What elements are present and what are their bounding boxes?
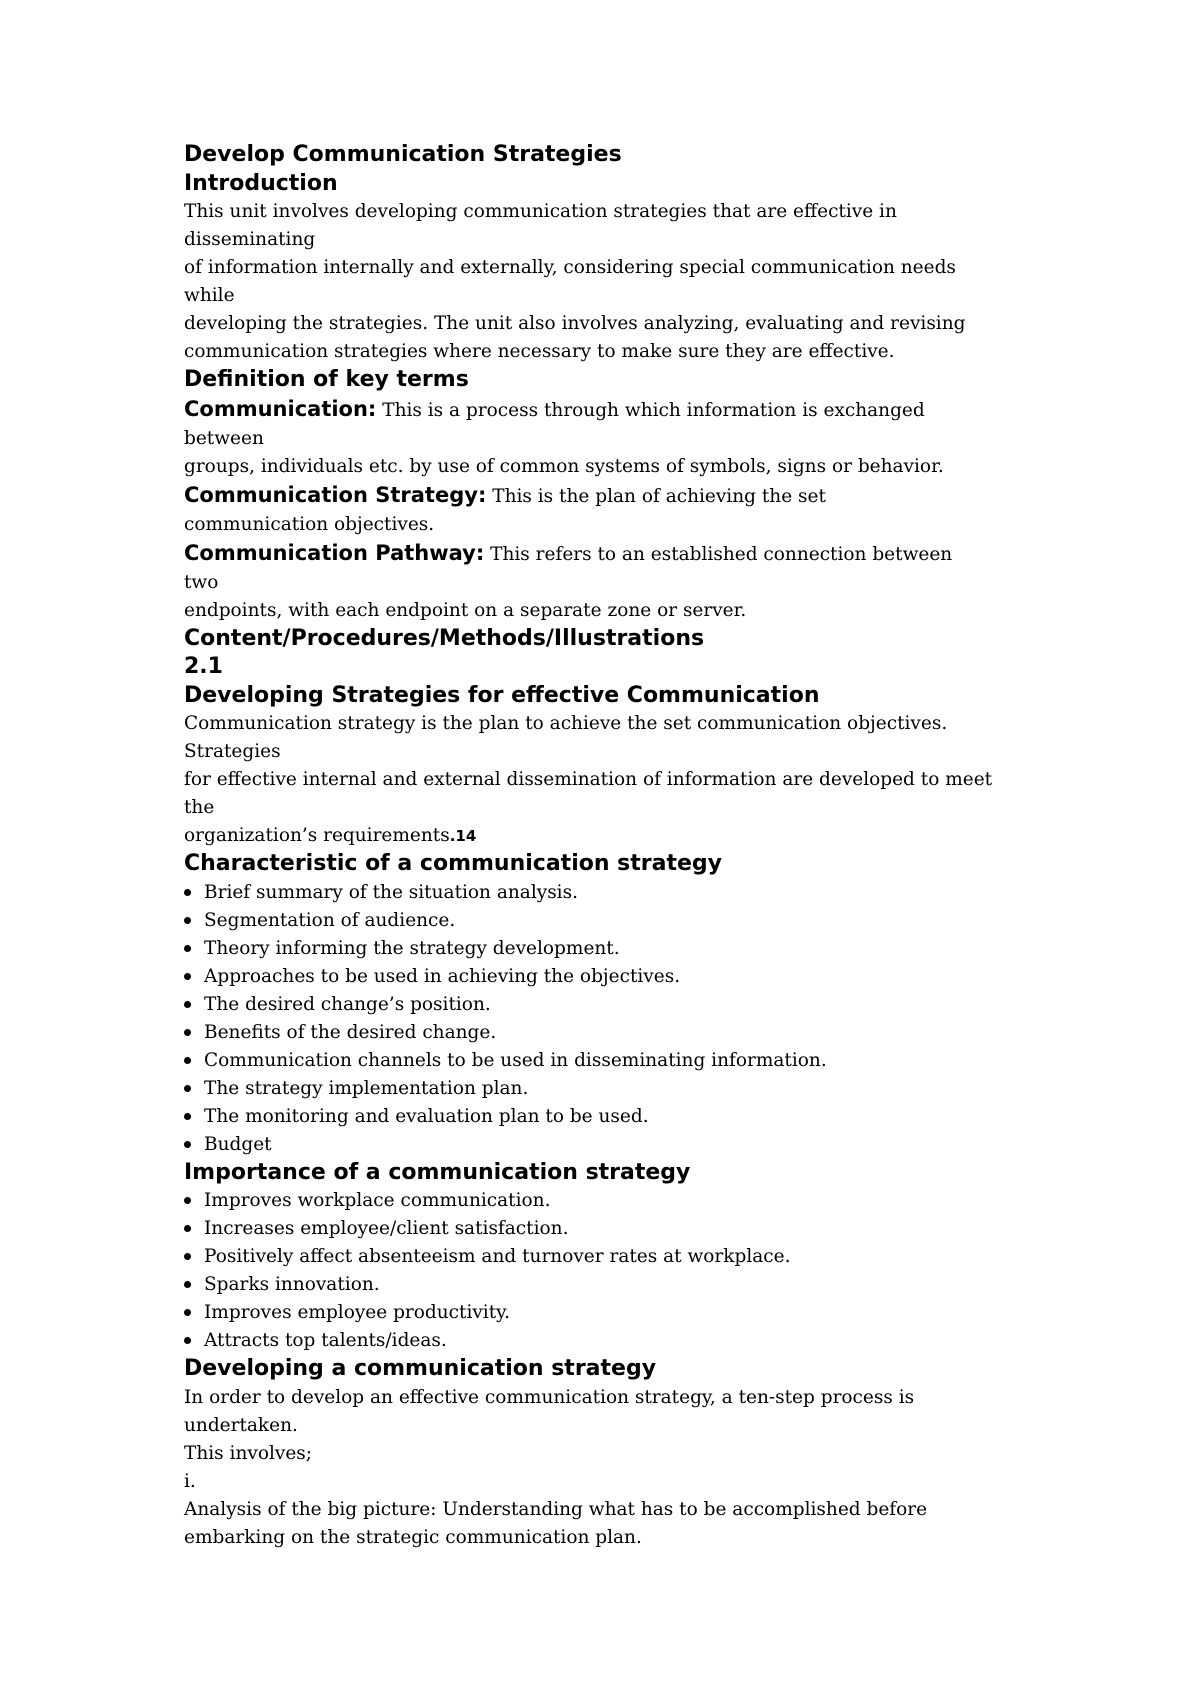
bullet-icon xyxy=(184,1197,191,1204)
list-item-text: Sparks innovation. xyxy=(204,1274,380,1295)
developing-line: Analysis of the big picture: Understanding what has to be accomplished before xyxy=(184,1498,928,1520)
list-item xyxy=(184,1047,1044,1075)
content-line: Communication strategy is the plan to achieve the set communication objectives. xyxy=(184,713,948,734)
bullet-icon xyxy=(184,1029,191,1036)
list-item-text: Communication channels to be used in disseminating information. xyxy=(204,1049,827,1071)
list-item-text: Segmentation of audience. xyxy=(204,909,456,931)
list-item xyxy=(184,1271,1044,1299)
definition-text: This refers to an established connection between xyxy=(484,543,953,565)
definition-text: between xyxy=(184,427,264,449)
list-item xyxy=(184,1019,1044,1047)
list-item xyxy=(184,1299,1044,1327)
heading-introduction: Introduction xyxy=(184,170,338,196)
list-item xyxy=(184,1187,1044,1215)
heading-developing-strategies: Developing Strategies for effective Communication xyxy=(184,682,820,708)
bullet-icon xyxy=(184,1085,191,1092)
list-item xyxy=(184,991,1044,1019)
list-item-text: The strategy implementation plan. xyxy=(204,1077,529,1099)
characteristics-list xyxy=(184,879,1044,1159)
bullet-icon xyxy=(184,1225,191,1232)
list-item xyxy=(184,907,1044,935)
list-item-text: Improves employee productivity. xyxy=(204,1302,511,1323)
term-communication: Communication: xyxy=(184,396,377,421)
list-item xyxy=(184,1131,1044,1159)
step-number: i. xyxy=(184,1470,196,1492)
definition-strategy xyxy=(184,481,1044,511)
definition-text: two xyxy=(184,571,219,593)
bullet-icon xyxy=(184,1057,191,1064)
list-item xyxy=(184,1215,1044,1243)
page-reference: .14 xyxy=(449,827,477,845)
list-item-text: Attracts top talents/ideas. xyxy=(204,1330,447,1351)
bullet-icon xyxy=(184,1337,191,1344)
document-title: Develop Communication Strategies xyxy=(184,142,622,167)
list-item xyxy=(184,1103,1044,1131)
definition-communication xyxy=(184,395,1044,425)
list-item-text: Brief summary of the situation analysis. xyxy=(204,881,578,903)
definition-text: communication objectives. xyxy=(184,513,435,535)
list-item-text: The desired change’s position. xyxy=(204,993,491,1015)
intro-line: developing the strategies. The unit also involves analyzing, evaluating and revising xyxy=(184,313,966,334)
intro-line: disseminating xyxy=(184,229,316,250)
content-line: Strategies xyxy=(184,741,281,762)
list-item xyxy=(184,1075,1044,1103)
term-communication-strategy: Communication Strategy: xyxy=(184,482,487,507)
list-item-text: Benefits of the desired change. xyxy=(204,1021,497,1043)
bullet-icon xyxy=(184,945,191,952)
definition-pathway xyxy=(184,539,1044,569)
content-line xyxy=(184,822,1044,850)
list-item-text: Positively affect absenteeism and turnover rates at workplace. xyxy=(204,1246,791,1267)
list-item-text: Budget xyxy=(204,1133,272,1155)
list-item xyxy=(184,1327,1044,1355)
heading-characteristics: Characteristic of a communication strategy xyxy=(184,851,723,876)
document-page xyxy=(184,141,1044,1552)
list-item xyxy=(184,935,1044,963)
definition-text: This is a process through which information is exchanged xyxy=(376,399,925,421)
definition-text: This is the plan of achieving the set xyxy=(486,485,826,507)
list-item-text: The monitoring and evaluation plan to be used. xyxy=(204,1105,649,1127)
term-communication-pathway: Communication Pathway: xyxy=(184,540,485,565)
intro-line: of information internally and externally, considering special communication needs xyxy=(184,257,956,278)
content-line: the xyxy=(184,797,215,818)
bullet-icon xyxy=(184,1001,191,1008)
heading-definitions: Definition of key terms xyxy=(184,367,469,392)
bullet-icon xyxy=(184,1141,191,1148)
list-item xyxy=(184,879,1044,907)
bullet-icon xyxy=(184,1253,191,1260)
heading-content: Content/Procedures/Methods/Illustrations xyxy=(184,625,705,651)
list-item xyxy=(184,963,1044,991)
definition-text: groups, individuals etc. by use of common systems of symbols, signs or behavior. xyxy=(184,455,944,477)
list-item-text: Approaches to be used in achieving the objectives. xyxy=(204,965,681,987)
bullet-icon xyxy=(184,917,191,924)
section-number: 2.1 xyxy=(184,654,223,679)
developing-line: undertaken. xyxy=(184,1414,298,1436)
developing-line: embarking on the strategic communication plan. xyxy=(184,1526,642,1548)
content-text: organization’s requirements xyxy=(184,825,450,846)
list-item-text: Increases employee/client satisfaction. xyxy=(204,1218,569,1239)
bullet-icon xyxy=(184,973,191,980)
developing-line: This involves; xyxy=(184,1442,313,1464)
importance-list xyxy=(184,1187,1044,1355)
bullet-icon xyxy=(184,889,191,896)
bullet-icon xyxy=(184,1281,191,1288)
intro-line: communication strategies where necessary to make sure they are effective. xyxy=(184,341,895,362)
developing-line: In order to develop an effective communication strategy, a ten-step process is xyxy=(184,1386,915,1408)
intro-line: This unit involves developing communication strategies that are effective in xyxy=(184,201,897,222)
list-item-text: Theory informing the strategy development. xyxy=(204,937,620,959)
list-item-text: Improves workplace communication. xyxy=(204,1190,551,1211)
content-line: for effective internal and external dissemination of information are developed to meet xyxy=(184,769,993,790)
intro-line: while xyxy=(184,285,235,306)
bullet-icon xyxy=(184,1113,191,1120)
bullet-icon xyxy=(184,1309,191,1316)
heading-developing: Developing a communication strategy xyxy=(184,1356,657,1381)
list-item xyxy=(184,1243,1044,1271)
definition-text: endpoints, with each endpoint on a separate zone or server. xyxy=(184,599,747,621)
heading-importance: Importance of a communication strategy xyxy=(184,1159,691,1185)
